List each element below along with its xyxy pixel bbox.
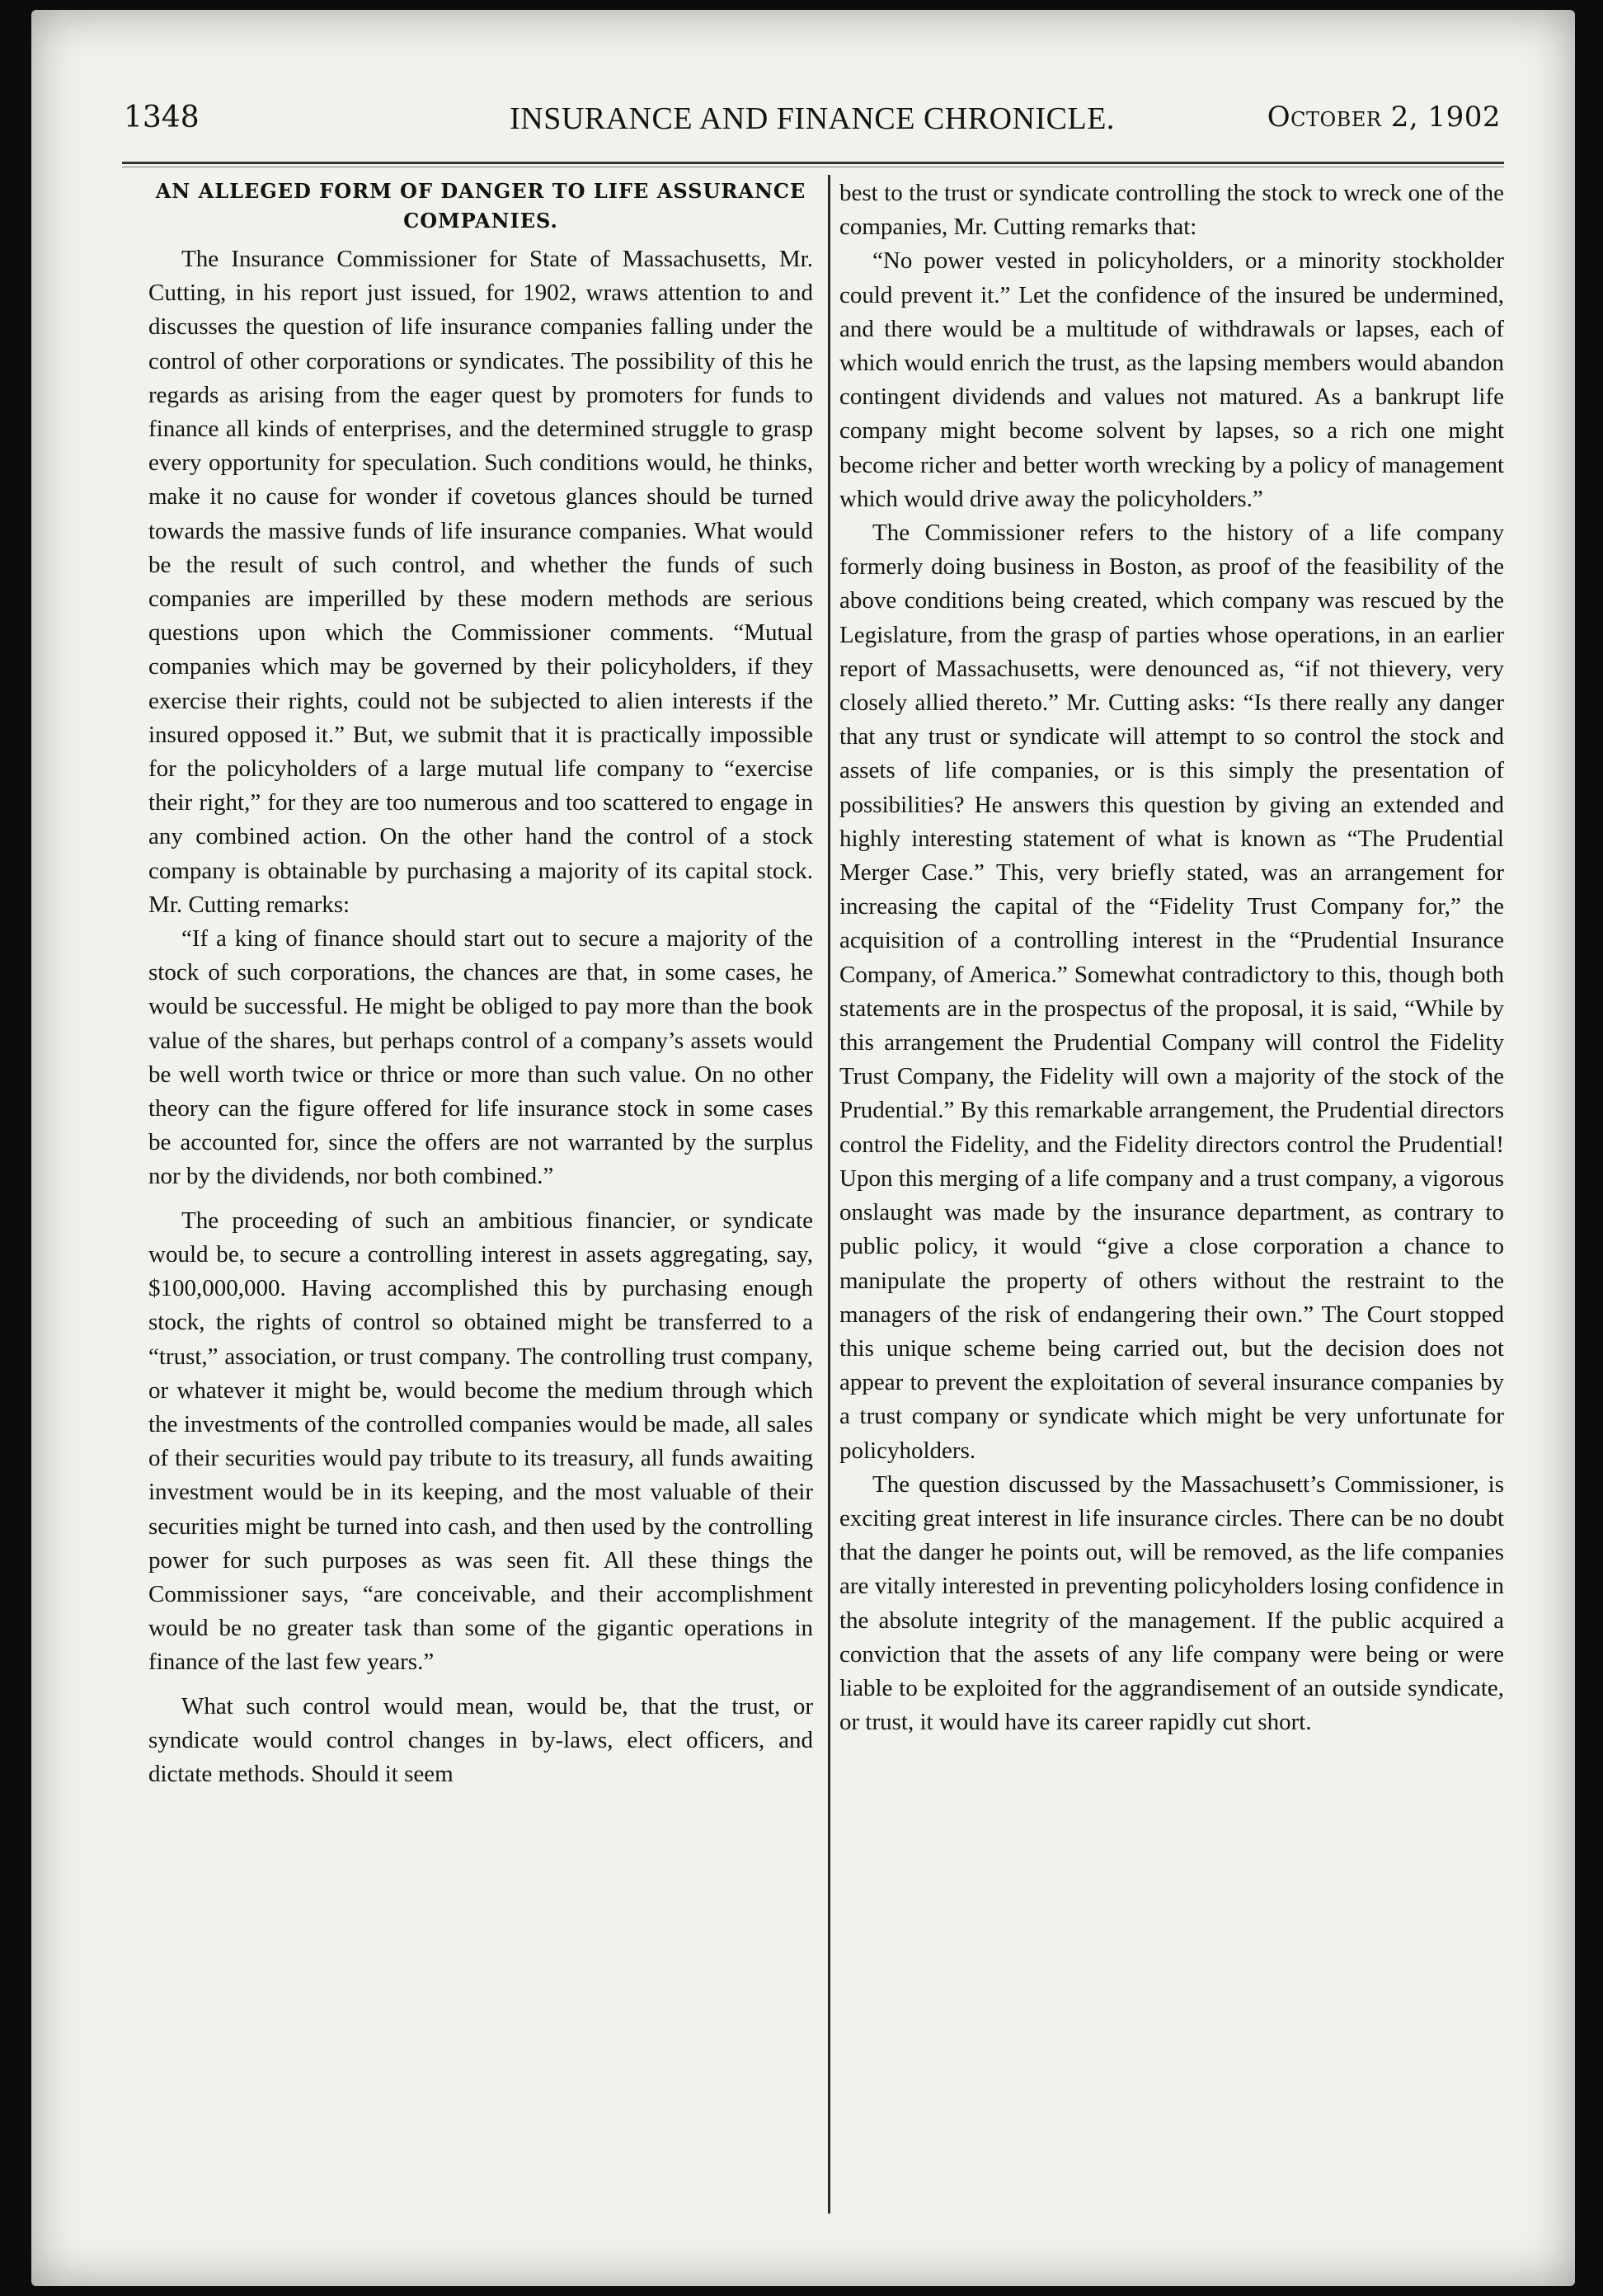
header-rule xyxy=(122,162,1504,167)
running-header xyxy=(124,101,1501,150)
paragraph: What such control would mean, would be, that the trust, or syndicate would control changes in by-laws, elect officers, and dictate methods. Should it seem xyxy=(148,1692,813,1787)
paragraph: The question discussed by the Massachusett’s Commissioner, is exciting great interest in life insurance circles. There can be no doubt that the danger he points out, will be removed, as the life companies are vitally interested in preventing policyholders losing confidence in the absolute integrity of the management. If the public acquired a conviction that the assets of any life company were being or were liable to be exploited for the aggrandisement of an outside syndicate, or trust, it would have its career rapidly cut short. xyxy=(839,1470,1504,1736)
page-number: 1348 xyxy=(124,101,200,134)
paragraph: best to the trust or syndicate controlling the stock to wreck one of the companies, Mr. Cutting remarks that: xyxy=(839,180,1504,241)
left-column xyxy=(148,176,813,1791)
paragraph: “No power vested in policyholders, or a minority stockholder could prevent it.” Let the confidence of the insured be undermined, and there would be a multitude of withdrawals or lapses, each of which would enrich the trust, as the lapsing members would abandon contingent dividends and values not matured. As a bankrupt life company might become solvent by lapses, so a rich one might become richer and better worth wrecking by a policy of management which would drive away the policyholders.” xyxy=(839,247,1504,512)
article-title: AN ALLEGED FORM OF DANGER TO LIFE ASSURANCE COMPANIES. xyxy=(155,179,806,233)
issue-date: October 2, 1902 xyxy=(1267,101,1501,134)
paragraph: “If a king of finance should start out to secure a majority of the stock of such corporations, the chances are that, in some cases, he would be successful. He might be obliged to pay more than the book value of the shares, but perhaps control of a company’s assets would be well worth twice or thrice or more than such value. On no other theory can the figure offered for life insurance stock in some cases be accounted for, since the offers are not warranted by the surplus nor by the dividends, nor both combined.” xyxy=(148,925,813,1190)
paragraph: The Insurance Commissioner for State of Massachusetts, Mr. Cutting, in his report just issued, for 1902, wraws attention to and discusses the question of life insurance companies falling under the control of other corporations or syndicates. The possibility of this he regards as arising from the eager quest by promoters for funds to finance all kinds of enterprises, and the determined struggle to grasp every opportunity for speculation. Such conditions would, he thinks, make it no cause for wonder if covetous glances should be turned towards the massive funds of life insurance companies. What would be the result of such control, and whether the funds of such companies are imperilled by these modern methods are serious questions upon which the Commissioner comments. “Mutual companies which may be governed by their policyholders, if they exercise their rights, could not be subjected to alien interests if the insured opposed it.” But, we submit that it is practically impossible for the policyholders of a large mutual life company to “exercise their right,” for they are too numerous and too scattered to engage in any combined action. On the other hand the control of a stock company is obtainable by purchasing a majority of its capital stock. Mr. Cutting remarks: xyxy=(148,246,813,918)
right-column xyxy=(839,176,1504,1739)
column-divider xyxy=(828,175,830,2214)
paragraph: The Commissioner refers to the history of a life company formerly doing business in Boston, as proof of the feasibility of the above conditions being created, which company was rescued by the Legislature, from the grasp of parties whose operations, in an earlier report of Massachusetts, were denounced as, “if not thievery, very closely allied thereto.” Mr. Cutting asks: “Is there really any danger that any trust or syndicate will attempt to so control the stock and assets of life companies, or is this simply the presentation of possibilities? He answers this question by giving an extended and highly interesting statement of what is known as “The Prudential Merger Case.” This, very briefly stated, was an arrangement for increasing the capital of the “Fidelity Trust Company for,” the acquisition of a controlling interest in the “Prudential Insurance Company, of America.” Somewhat contradictory to this, though both statements are in the prospectus of the proposal, it is said, “While by this arrangement the Prudential Company will control the Fidelity Trust Company, the Fidelity will own a majority of the stock of the Prudential.” By this remarkable arrangement, the Prudential directors control the Fidelity, and the Fidelity directors control the Prudential! Upon this merging of a life company and a trust company, a vigorous onslaught was made by the insurance department, as contrary to public policy, it would “give a close corporation a chance to manipulate the property of others without the restraint to the managers of the risk of endangering their own.” The Court stopped this unique scheme being carried out, but the decision does not appear to prevent the exploitation of several insurance companies by a trust company or syndicate which might be very unfortunate for policyholders. xyxy=(839,520,1504,1464)
journal-title: INSURANCE AND FINANCE CHRONICLE. xyxy=(510,101,1115,136)
paragraph: The proceeding of such an ambitious financier, or syndicate would be, to secure a controlling interest in assets aggregating, say, $100,000,000. Having accomplished this by purchasing enough stock, the rights of control so obtained might be transferred to a “trust,” association, or trust company. The controlling trust company, or whatever it might be, would become the medium through which the investments of the controlled companies would be made, all sales of their securities would pay tribute to its treasury, all funds awaiting investment would be in its keeping, and the most valuable of their securities might be turned into cash, and then used by the controlling power for such purposes as was seen fit. All these things the Commissioner says, “are conceivable, and their accomplishment would be no greater task than some of the gigantic operations in finance of the last few years.” xyxy=(148,1207,813,1676)
